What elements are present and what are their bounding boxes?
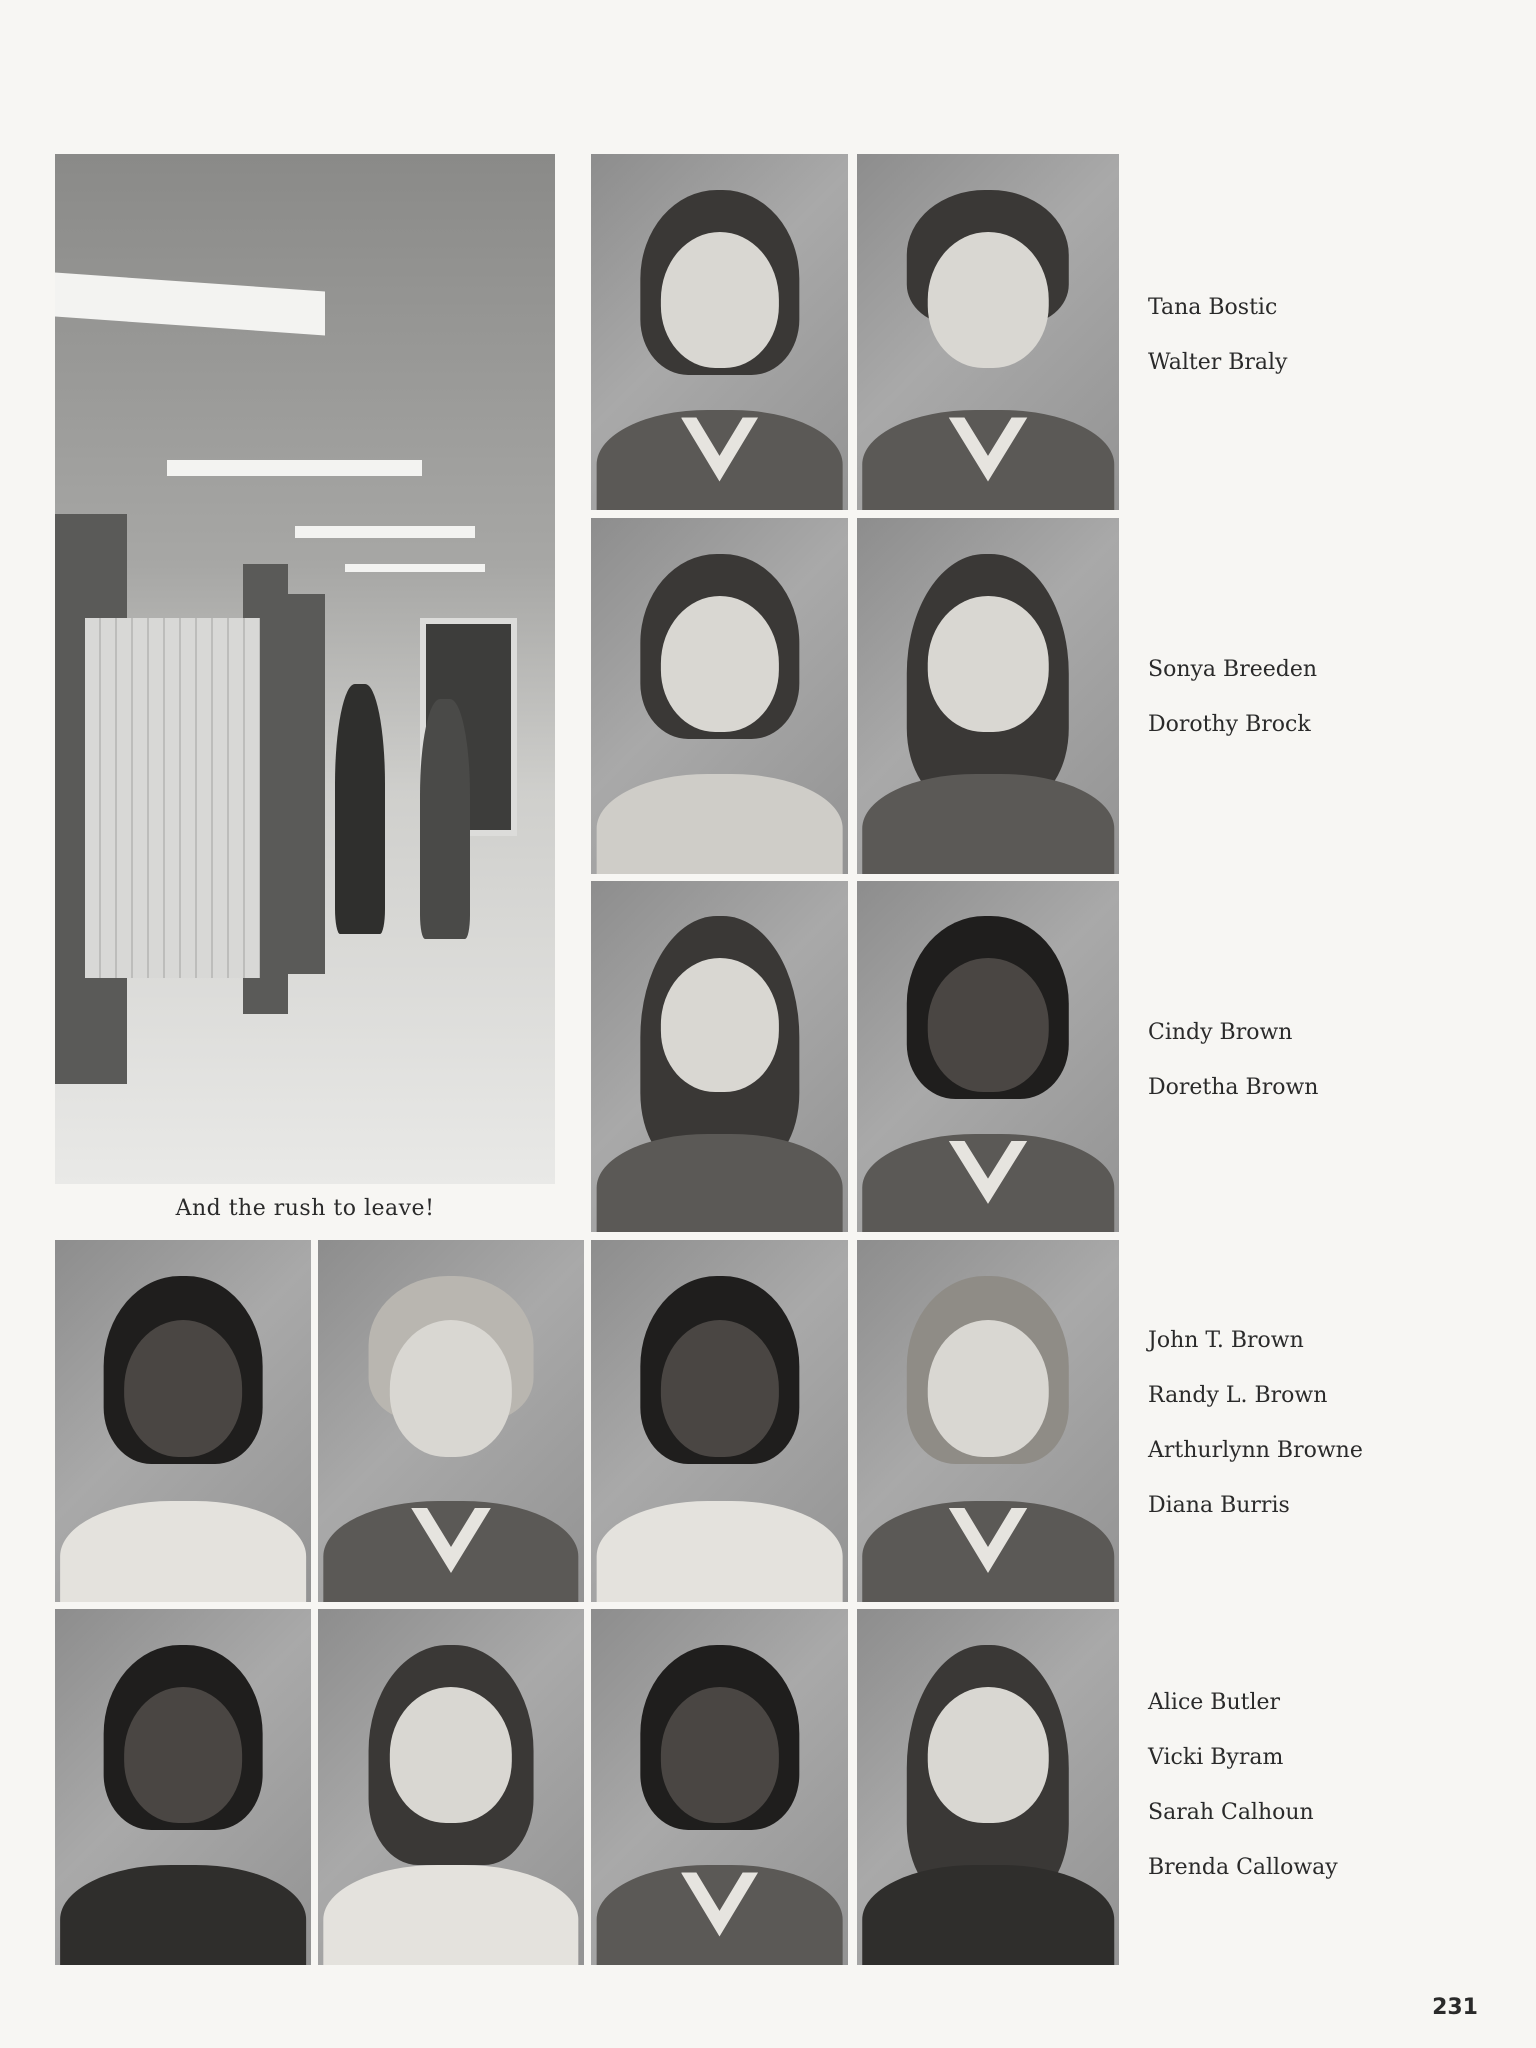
- student-name: Doretha Brown: [1148, 1075, 1319, 1100]
- ceiling-light: [167, 460, 422, 476]
- portrait-sarah-calhoun: [591, 1609, 848, 1965]
- student-name: Sarah Calhoun: [1148, 1800, 1314, 1825]
- student-name: Alice Butler: [1148, 1690, 1281, 1715]
- portrait-john-t-brown: [55, 1240, 311, 1602]
- portrait-diana-burris: [857, 1240, 1119, 1602]
- portrait-alice-butler: [55, 1609, 311, 1965]
- student-name: Dorothy Brock: [1148, 712, 1311, 737]
- student-figure: [335, 684, 385, 934]
- photo-caption: And the rush to leave!: [175, 1196, 435, 1221]
- student-name: Arthurlynn Browne: [1148, 1438, 1363, 1463]
- student-name: Sonya Breeden: [1148, 657, 1318, 682]
- name-list-row-4: [1148, 1330, 1363, 1550]
- student-name: John T. Brown: [1148, 1328, 1304, 1353]
- student-name: Randy L. Brown: [1148, 1383, 1328, 1408]
- student-name: Vicki Byram: [1148, 1745, 1284, 1770]
- portrait-brenda-calloway: [857, 1609, 1119, 1965]
- student-figure: [420, 699, 470, 939]
- student-name: Cindy Brown: [1148, 1020, 1293, 1045]
- lockers: [85, 618, 260, 979]
- portrait-doretha-brown: [857, 881, 1119, 1232]
- name-list-row-2: [1148, 659, 1317, 769]
- student-name: Walter Braly: [1148, 350, 1288, 375]
- portrait-cindy-brown: [591, 881, 848, 1232]
- ceiling-light: [345, 564, 485, 572]
- hallway-photo: [55, 154, 555, 1184]
- student-name: Brenda Calloway: [1148, 1855, 1338, 1880]
- ceiling-light: [55, 273, 325, 336]
- portrait-walter-braly: [857, 154, 1119, 510]
- student-name: Diana Burris: [1148, 1493, 1290, 1518]
- portrait-dorothy-brock: [857, 518, 1119, 874]
- pillar: [287, 594, 325, 974]
- ceiling-light: [295, 526, 475, 538]
- portrait-vicki-byram: [318, 1609, 584, 1965]
- page-number: 231: [1432, 1995, 1478, 2020]
- name-list-row-3: [1148, 1022, 1318, 1132]
- name-list-row-1: [1148, 297, 1288, 407]
- portrait-arthurlynn-browne: [591, 1240, 848, 1602]
- student-name: Tana Bostic: [1148, 295, 1278, 320]
- name-list-row-5: [1148, 1692, 1338, 1912]
- portrait-tana-bostic: [591, 154, 848, 510]
- portrait-sonya-breeden: [591, 518, 848, 874]
- portrait-randy-l-brown: [318, 1240, 584, 1602]
